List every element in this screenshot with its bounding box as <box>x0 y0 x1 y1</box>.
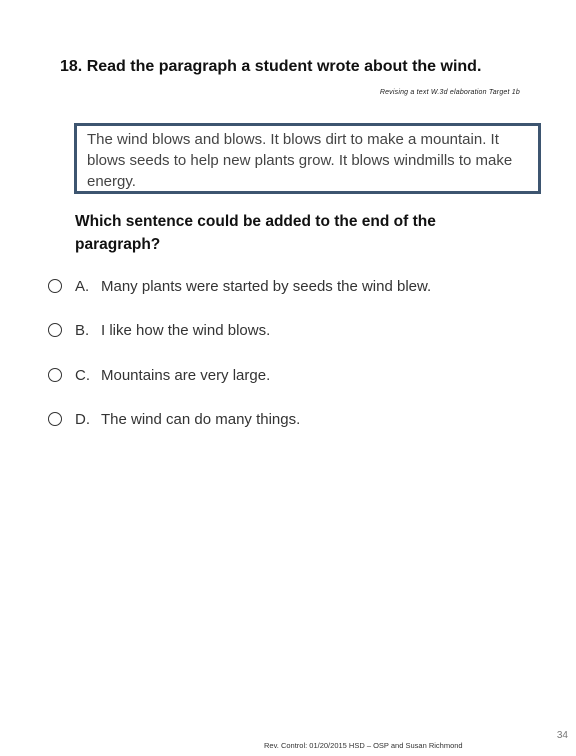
radio-button-c[interactable] <box>48 368 62 382</box>
standard-tag: Revising a text W.3d elaboration Target 1b <box>379 89 520 96</box>
footer-revision: Rev. Control: 01/20/2015 HSD – OSP and Susan Richmond <box>264 741 463 750</box>
choice-c[interactable] <box>48 364 270 386</box>
paragraph-text: The wind blows and blows. It blows dirt to make a mountain. It blows seeds to help new plants grow. It blows windmills to make energy. <box>87 131 513 190</box>
choice-a[interactable] <box>48 275 431 297</box>
page-number: 34 <box>556 730 568 741</box>
choice-text: Mountains are very large. <box>101 366 271 384</box>
choice-b[interactable] <box>48 319 270 341</box>
choice-letter: B. <box>75 321 90 339</box>
choice-text: Many plants were started by seeds the wind blew. <box>101 277 432 295</box>
question-title: 18. Read the paragraph a student wrote about the wind. <box>60 58 482 75</box>
radio-button-b[interactable] <box>48 323 62 337</box>
paragraph-box <box>74 123 541 194</box>
choice-d[interactable] <box>48 408 300 430</box>
choice-letter: A. <box>75 277 90 295</box>
radio-button-d[interactable] <box>48 412 62 426</box>
choice-text: The wind can do many things. <box>101 410 301 428</box>
question-prompt: Which sentence could be added to the end of the paragraph? <box>75 213 436 253</box>
choice-letter: D. <box>75 410 90 428</box>
radio-button-a[interactable] <box>48 279 62 293</box>
choice-letter: C. <box>75 366 90 384</box>
choice-text: I like how the wind blows. <box>101 321 271 339</box>
